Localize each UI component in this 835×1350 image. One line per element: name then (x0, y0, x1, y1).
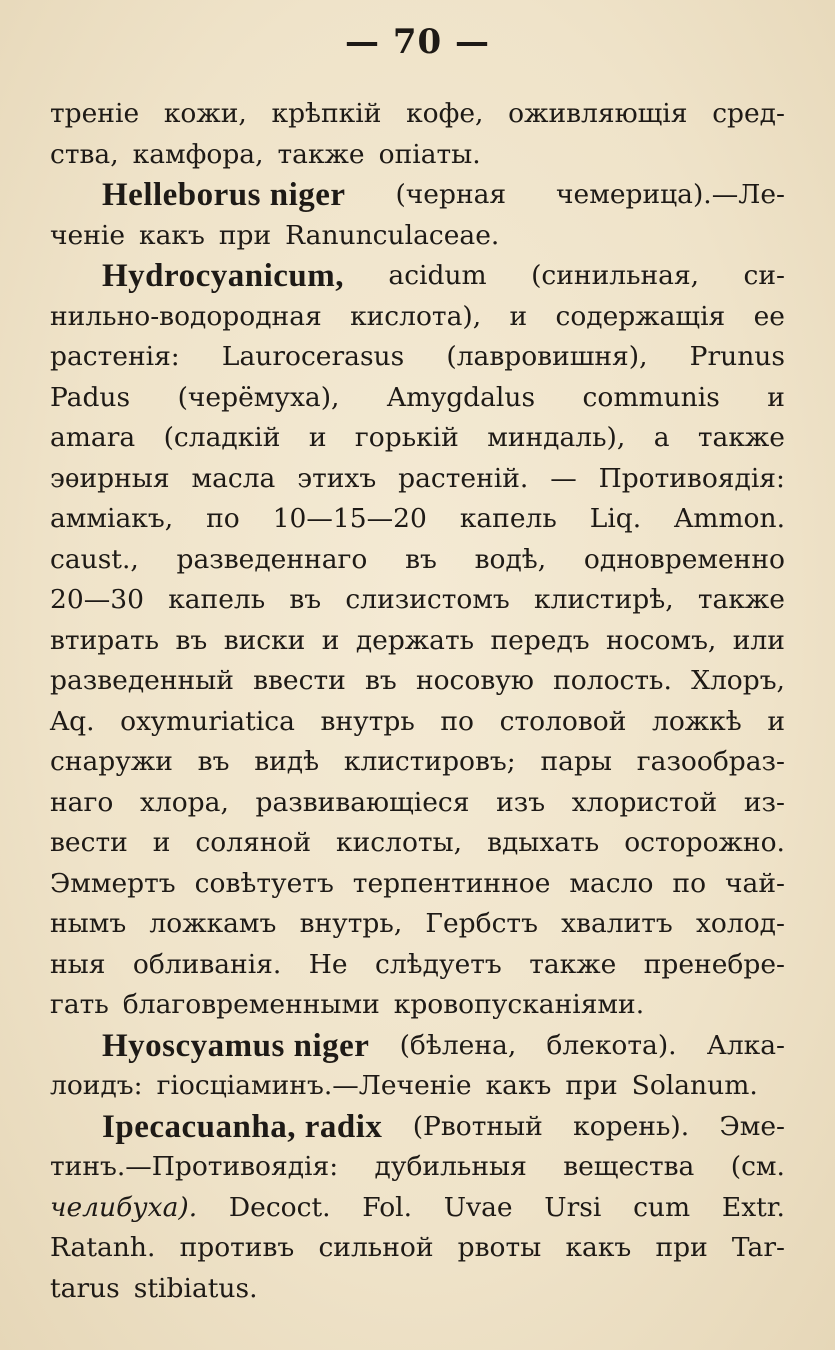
word: терпентинное (352, 867, 551, 899)
word: холод- (695, 908, 785, 939)
word: одновременно (583, 543, 785, 575)
paragraph (50, 256, 785, 1026)
word: наго (50, 786, 114, 818)
word: (черная (395, 179, 507, 210)
text-line (50, 216, 785, 257)
word: передъ (490, 624, 590, 656)
word: stibiatus. (133, 1272, 258, 1304)
paragraph (50, 94, 785, 175)
word: какъ (485, 1070, 552, 1101)
text-line (50, 904, 785, 945)
text-line (50, 1026, 785, 1067)
word: носомъ, (606, 624, 717, 656)
word: кровопусканіями. (393, 989, 645, 1020)
text-line (50, 378, 785, 419)
word: cum (633, 1191, 691, 1223)
word: и (308, 422, 327, 453)
word: си- (743, 260, 785, 291)
entry-heading: Ipecacuanha, radix (102, 1108, 383, 1145)
word: кофе, (406, 98, 484, 129)
word: корень). (573, 1110, 690, 1142)
word: при (565, 1070, 618, 1101)
word: из- (743, 786, 785, 818)
word: какъ (139, 219, 205, 251)
word: вести (50, 827, 128, 858)
word: полость. (553, 665, 672, 696)
word: сред- (712, 98, 785, 129)
word: (лавровишня), (446, 341, 648, 372)
word: сильной (318, 1232, 434, 1263)
word: нымъ (50, 908, 127, 939)
word: acidum (388, 260, 487, 291)
word: лоидъ: (50, 1070, 143, 1101)
word: также (529, 948, 617, 980)
text-line (50, 94, 785, 135)
word: внутрь, (299, 908, 403, 939)
word: пары (540, 746, 613, 777)
word: — (550, 462, 577, 494)
word: въ (175, 624, 208, 656)
word: Laurocerasus (221, 341, 405, 372)
word: Эме- (719, 1110, 785, 1142)
text-line (50, 742, 785, 783)
word: по (206, 503, 240, 534)
word: (сладкій (163, 422, 281, 453)
word: разведенный (50, 665, 234, 696)
word: при (218, 219, 272, 251)
word: Prunus (689, 341, 785, 372)
word: хвалитъ (561, 908, 673, 939)
word: развивающіеся (255, 786, 470, 818)
word: Uvae (443, 1191, 513, 1223)
word: содержащія (555, 300, 726, 332)
word: и (767, 705, 785, 737)
text-line (50, 256, 785, 297)
word: хлора, (139, 786, 229, 818)
text-line (50, 783, 785, 824)
word: Aq. (50, 705, 95, 737)
word: пренебре- (643, 948, 785, 980)
word: ложкѣ (652, 705, 742, 737)
word: держать (355, 624, 475, 656)
word: соляной (195, 827, 312, 858)
word: по (440, 705, 474, 737)
word: растенія: (50, 341, 180, 372)
paragraph (50, 1107, 785, 1310)
word: и (767, 381, 785, 413)
word: вещества (563, 1151, 695, 1182)
text-line (50, 702, 785, 743)
word: слѣдуетъ (375, 948, 502, 980)
text-line (50, 337, 785, 378)
word: ее (753, 300, 785, 332)
word: столовой (499, 705, 627, 737)
text-line (50, 175, 785, 216)
entry-heading: Hyoscyamus niger (102, 1027, 370, 1064)
word: миндаль), (487, 422, 626, 453)
word: челибуха). (50, 1191, 198, 1223)
word: Ursi (544, 1191, 602, 1223)
word: втирать (50, 624, 160, 656)
word: гіосціаминъ.—Леченіе (156, 1070, 472, 1101)
text-line (50, 1107, 785, 1148)
word: Tar- (731, 1232, 785, 1263)
word: ства, (50, 138, 119, 170)
word: Хлоръ, (691, 665, 785, 696)
word: Fol. (362, 1191, 413, 1223)
text-line (50, 1228, 785, 1269)
word: осторожно. (624, 827, 785, 858)
text-line (50, 621, 785, 662)
word: чемерица).—Ле- (556, 179, 785, 210)
word: кислоты, (336, 827, 463, 858)
word: видѣ (254, 746, 320, 777)
word: и (152, 827, 171, 858)
text-line (50, 945, 785, 986)
word: какъ (565, 1232, 632, 1263)
word: oxymuriatica (120, 705, 295, 737)
word: Противоядія: (598, 462, 785, 494)
word: Padus (50, 381, 131, 413)
word: Не (308, 948, 348, 980)
word: и (321, 624, 340, 656)
word: Solanum. (631, 1070, 758, 1101)
page-number: — 70 — (345, 22, 490, 62)
word: вдыхать (487, 827, 600, 858)
word: обливанія. (132, 948, 282, 980)
word: внутрь (320, 705, 415, 737)
word: треніе (50, 98, 140, 129)
text-line (50, 135, 785, 176)
word: снаружи (50, 746, 173, 777)
word: клистирѣ, (534, 584, 674, 615)
word: противъ (179, 1232, 295, 1263)
word: въ (405, 543, 437, 575)
word: блекота). (546, 1029, 677, 1061)
word: Алка- (706, 1029, 785, 1061)
word: хлористой (571, 786, 718, 818)
word: при (655, 1232, 708, 1263)
word: носовую (415, 665, 534, 696)
word: и (509, 300, 528, 332)
word: въ (289, 584, 322, 615)
word: растеній. (398, 462, 529, 494)
word: крѣпкій (271, 98, 382, 129)
word: caust., (50, 543, 139, 575)
word: Ammon. (674, 503, 785, 534)
text-line (50, 459, 785, 500)
word: благовременными (122, 989, 380, 1020)
word: также (697, 422, 785, 453)
word: капель (459, 503, 557, 534)
word: эѳирныя (50, 462, 170, 494)
word: масла (191, 462, 276, 494)
text-line (50, 1147, 785, 1188)
word: амміакъ, (50, 503, 174, 534)
text-line (50, 823, 785, 864)
word: Гербстъ (425, 908, 538, 939)
word: капель (168, 584, 266, 615)
word: гать (50, 989, 109, 1020)
entry-heading: Hydrocyanicum, (102, 258, 344, 294)
word: Decoct. (228, 1191, 331, 1223)
text-line (50, 864, 785, 905)
text-line (50, 499, 785, 540)
word: этихъ (297, 462, 377, 494)
word: Эммертъ (50, 867, 176, 899)
text-line (50, 661, 785, 702)
word: также (697, 584, 785, 615)
word: дубильныя (374, 1151, 527, 1182)
text-line (50, 418, 785, 459)
word: слизистомъ (345, 584, 510, 615)
word: кислота), (350, 300, 482, 332)
word: также (277, 138, 365, 170)
word: нильно-водородная (50, 300, 322, 332)
word: ныя (50, 948, 106, 980)
word: 20—30 (50, 584, 144, 615)
word: (синильная, (531, 260, 700, 291)
word: ченіе (50, 219, 126, 251)
word: разведеннаго (176, 543, 368, 575)
text-line (50, 1188, 785, 1229)
word: amara (50, 422, 136, 453)
word: Liq. (589, 503, 642, 534)
word: (Рвотный (412, 1110, 543, 1142)
word: (бѣлена, (399, 1029, 517, 1061)
word: камфора, (132, 138, 264, 170)
word: водѣ, (474, 543, 547, 575)
word: опіаты. (378, 138, 481, 170)
word: масло (569, 867, 654, 899)
text-line (50, 580, 785, 621)
word: чай- (725, 867, 785, 899)
paragraph (50, 175, 785, 256)
word: клистировъ; (343, 746, 516, 777)
word: tarus (50, 1272, 120, 1304)
text-line (50, 540, 785, 581)
text-line (50, 1269, 785, 1310)
text-line (50, 297, 785, 338)
word: Ratanh. (50, 1232, 156, 1263)
word: или (732, 624, 785, 656)
word: кожи, (163, 98, 247, 129)
word: а (653, 422, 670, 453)
word: въ (197, 746, 230, 777)
word: виски (223, 624, 306, 656)
word: communis (582, 381, 720, 413)
text-body (50, 94, 785, 1309)
word: въ (364, 665, 397, 696)
paragraph (50, 1026, 785, 1107)
text-line (50, 985, 785, 1026)
word: ложкамъ (149, 908, 277, 939)
word: Ranunculaceae. (285, 219, 500, 251)
word: 10—15—20 (272, 503, 427, 534)
entry-heading: Helleborus niger (102, 177, 346, 213)
word: Amygdalus (386, 381, 536, 413)
word: тинъ.—Противоядія: (50, 1151, 339, 1182)
word: (черёмуха), (177, 381, 340, 413)
word: рвоты (457, 1232, 542, 1263)
word: (см. (730, 1151, 785, 1182)
word: по (672, 867, 707, 899)
word: оживляющія (508, 98, 688, 129)
word: ввести (253, 665, 346, 696)
word: Extr. (721, 1191, 785, 1223)
text-line (50, 1066, 785, 1107)
word: изъ (496, 786, 546, 818)
word: газообраз- (636, 746, 785, 777)
word: горькій (354, 422, 459, 453)
word: совѣтуетъ (194, 867, 334, 899)
